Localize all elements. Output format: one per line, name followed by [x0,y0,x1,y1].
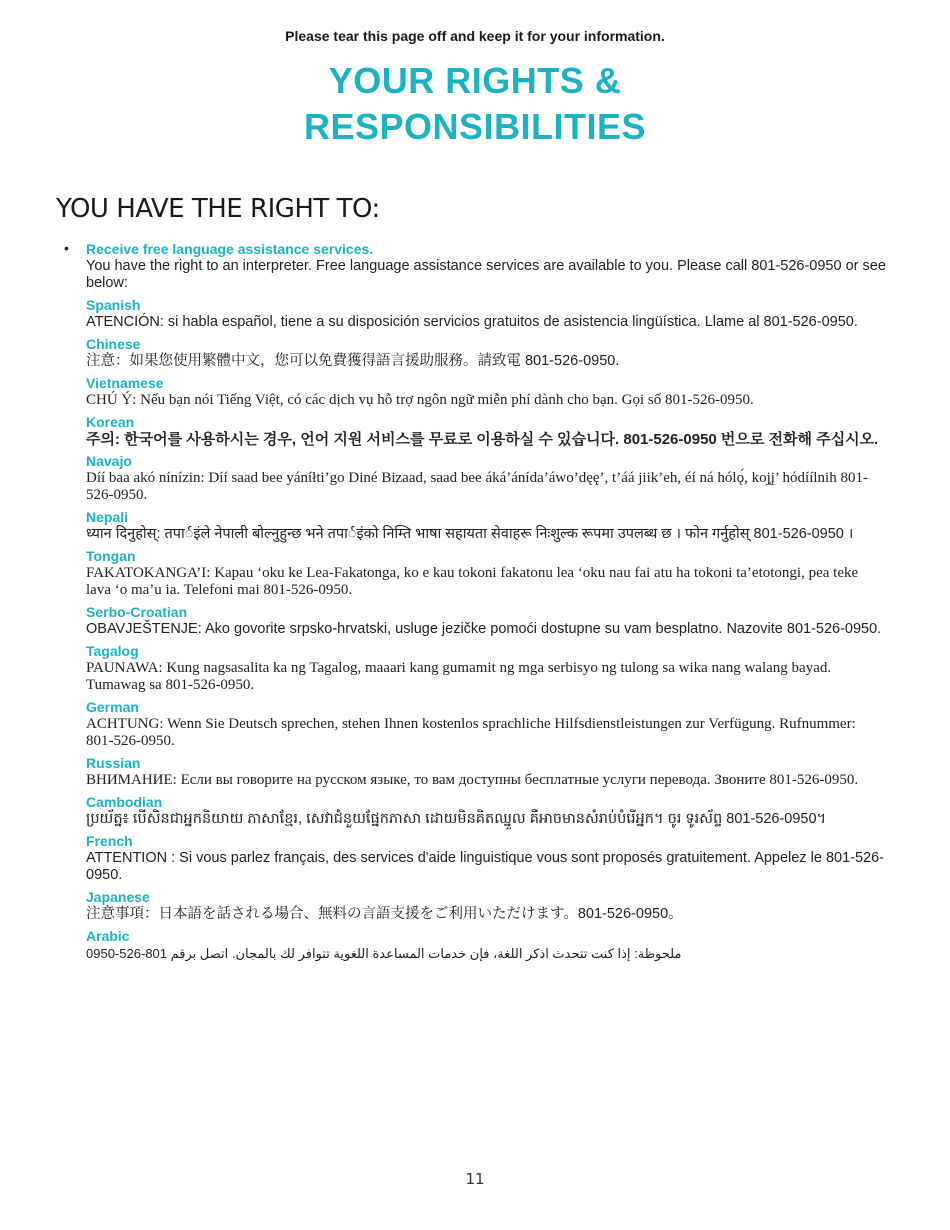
tear-off-notice: Please tear this page off and keep it for your information. [285,28,665,44]
language-name: Navajo [86,453,132,469]
language-korean [86,414,886,448]
bullet-marker: • [64,240,69,256]
language-notice: ВНИМАНИЕ: Если вы говорите на русском языке, то вам доступны бесплатные услуги перевода. Звоните 801-526-0950. [86,772,859,788]
language-notice: ध्यान दिनुहोस्: तपार्इंले नेपाली बोल्नुहुन्छ भने तपार्इंको निम्ति भाषा सहायता सेवाहरू निःशुल्क रूपमा उपलब्ध छ । फोन गर्नुहोस् 801-526-0950 । [86,526,854,542]
section-heading: YOU HAVE THE RIGHT TO: [56,194,380,224]
language-name: Japanese [86,889,150,905]
language-name: Spanish [86,297,141,313]
list-item-language-assistance [64,240,886,292]
language-cambodian [86,794,886,828]
language-name: Chinese [86,336,141,352]
page-title-line-2: RESPONSIBILITIES [303,106,647,147]
language-notice: 注意事項：日本語を話される場合、無料の言語支援をご利用いただけます。801-526-0950。 [86,906,683,922]
language-name: French [86,833,133,849]
language-notice: ATENCIÓN: si habla español, tiene a su disposición servicios gratuitos de asistencia lingüística. Llame al 801-526-0950. [86,314,858,330]
language-notice: ATTENTION : Si vous parlez français, des services d'aide linguistique vous sont proposés gratuitement. Appelez le 801-526-0950. [86,850,884,883]
language-notice: ប្រយ័ត្ន៖ បើសិនជាអ្នកនិយាយ ភាសាខ្មែរ, សេវាជំនួយផ្នែកភាសា ដោយមិនគិតឈ្នួល គឺអាចមានសំរាប់បំរើអ្នក។ ចូរ ទូរស័ព្ទ 801-526-0950។ [86,811,827,827]
language-nepali [86,509,886,543]
language-notice: 注意：如果您使用繁體中文，您可以免費獲得語言援助服務。請致電 801-526-0950. [86,353,620,369]
language-notice: OBAVJEŠTENJE: Ako govorite srpsko-hrvatski, usluge jezičke pomoći dostupne su vam besplatno. Nazovite 801-526-0950. [86,621,882,637]
language-serbo-croatian [86,604,886,638]
language-notice: ملحوظة: إذا كنت تتحدث اذكر اللغة، فإن خدمات المساعدة اللغوية تتوافر لك بالمجان. اتصل برقم 801-526-0950 [86,946,682,961]
language-notice: FAKATOKANGA’I: Kapau ‘oku ke Lea-Fakatonga, ko e kau tokoni fakatonu lea ‘oku nau fai atu ha tokoni ta’etotongi, pea teke lava ‘o ma’u ia. Telefoni mai 801-526-0950. [86,565,859,598]
language-french [86,833,886,884]
language-spanish [86,297,886,331]
right-description: You have the right to an interpreter. Free language assistance services are available to you. Please call 801-526-0950 or see below: [86,258,886,291]
language-name: Russian [86,755,141,771]
right-title: Receive free language assistance services. [86,241,374,257]
language-name: Tagalog [86,643,139,659]
language-name: Nepali [86,509,129,525]
language-name: German [86,699,139,715]
page-title-line-1: YOUR RIGHTS & [328,60,622,101]
language-name: Tongan [86,548,136,564]
language-notice: PAUNAWA: Kung nagsasalita ka ng Tagalog, maaari kang gumamit ng mga serbisyo ng tulong sa wika nang walang bayad. Tumawag sa 801-526-0950. [86,660,832,693]
language-vietnamese [86,375,886,409]
language-name: Vietnamese [86,375,164,391]
language-chinese [86,336,886,370]
language-notice: 주의: 한국어를 사용하시는 경우, 언어 지원 서비스를 무료로 이용하실 수 있습니다. 801-526-0950 번으로 전화해 주십시오. [86,431,879,448]
language-tongan [86,548,886,599]
language-tagalog [86,643,886,694]
language-german [86,699,886,750]
language-arabic [86,928,886,962]
language-japanese [86,889,886,923]
language-russian [86,755,886,789]
language-navajo [86,453,886,504]
language-notice: Díí baa akó nínízin: Díí saad bee yáníłti’go Diné Bizaad, saad bee áká’ánída’áwo’dęę’, t’áá jiik’eh, éí ná hólǫ́, koj̨į’ hódíílnih 801-526-0950. [86,470,868,503]
rights-list [64,240,886,962]
language-notice: CHÚ Ý: Nếu bạn nói Tiếng Việt, có các dịch vụ hỗ trợ ngôn ngữ miễn phí dành cho bạn. Gọi số 801-526-0950. [86,392,754,408]
language-name: Korean [86,414,135,430]
language-name: Serbo-Croatian [86,604,188,620]
page-title [0,58,950,150]
language-notice: ACHTUNG: Wenn Sie Deutsch sprechen, stehen Ihnen kostenlos sprachliche Hilfsdienstleistungen zur Verfügung. Rufnummer: 801-526-0950. [86,716,856,749]
language-name: Cambodian [86,794,163,810]
page-number: 11 [465,1170,485,1188]
language-name: Arabic [86,928,130,944]
